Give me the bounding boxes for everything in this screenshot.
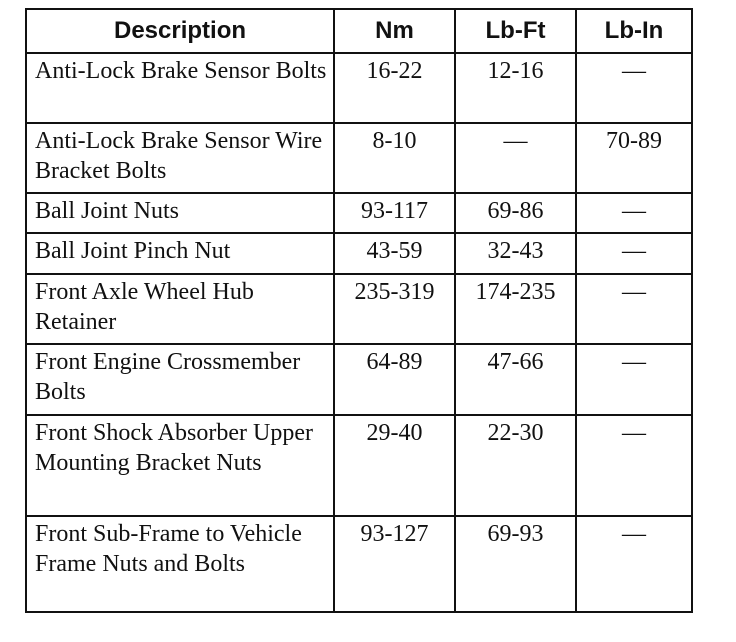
- nm-cell: 93-127: [334, 516, 455, 612]
- header-lb-in: Lb-In: [576, 9, 692, 53]
- lb-in-cell: —: [576, 516, 692, 612]
- description-cell: Front Sub-Frame to Vehicle Frame Nuts and Bolts: [26, 516, 334, 612]
- table-row: [26, 274, 692, 344]
- lb-in-cell: —: [576, 193, 692, 233]
- lb-ft-cell: 47-66: [455, 344, 576, 415]
- description-cell: Anti-Lock Brake Sensor Bolts: [26, 53, 334, 123]
- description-cell: Ball Joint Nuts: [26, 193, 334, 233]
- description-cell: Front Shock Absorber Upper Mounting Bracket Nuts: [26, 415, 334, 516]
- nm-cell: 64-89: [334, 344, 455, 415]
- lb-in-cell: —: [576, 344, 692, 415]
- nm-cell: 43-59: [334, 233, 455, 274]
- lb-in-cell: —: [576, 53, 692, 123]
- lb-ft-cell: 69-93: [455, 516, 576, 612]
- nm-cell: 235-319: [334, 274, 455, 344]
- table-row: [26, 193, 692, 233]
- table-row: [26, 53, 692, 123]
- description-cell: Anti-Lock Brake Sensor Wire Bracket Bolts: [26, 123, 334, 193]
- lb-in-cell: —: [576, 274, 692, 344]
- nm-cell: 16-22: [334, 53, 455, 123]
- lb-ft-cell: 32-43: [455, 233, 576, 274]
- table-row: [26, 344, 692, 415]
- lb-ft-cell: 174-235: [455, 274, 576, 344]
- description-cell: Ball Joint Pinch Nut: [26, 233, 334, 274]
- header-lb-ft: Lb-Ft: [455, 9, 576, 53]
- lb-in-cell: 70-89: [576, 123, 692, 193]
- lb-ft-cell: —: [455, 123, 576, 193]
- table-row: [26, 415, 692, 516]
- header-row: [26, 9, 692, 53]
- nm-cell: 93-117: [334, 193, 455, 233]
- table-row: [26, 233, 692, 274]
- lb-ft-cell: 12-16: [455, 53, 576, 123]
- table-row: [26, 123, 692, 193]
- lb-ft-cell: 69-86: [455, 193, 576, 233]
- table-row: [26, 516, 692, 612]
- nm-cell: 29-40: [334, 415, 455, 516]
- lb-in-cell: —: [576, 233, 692, 274]
- nm-cell: 8-10: [334, 123, 455, 193]
- lb-in-cell: —: [576, 415, 692, 516]
- description-cell: Front Axle Wheel Hub Retainer: [26, 274, 334, 344]
- header-nm: Nm: [334, 9, 455, 53]
- lb-ft-cell: 22-30: [455, 415, 576, 516]
- header-description: Description: [26, 9, 334, 53]
- torque-spec-table: [25, 8, 693, 613]
- description-cell: Front Engine Crossmember Bolts: [26, 344, 334, 415]
